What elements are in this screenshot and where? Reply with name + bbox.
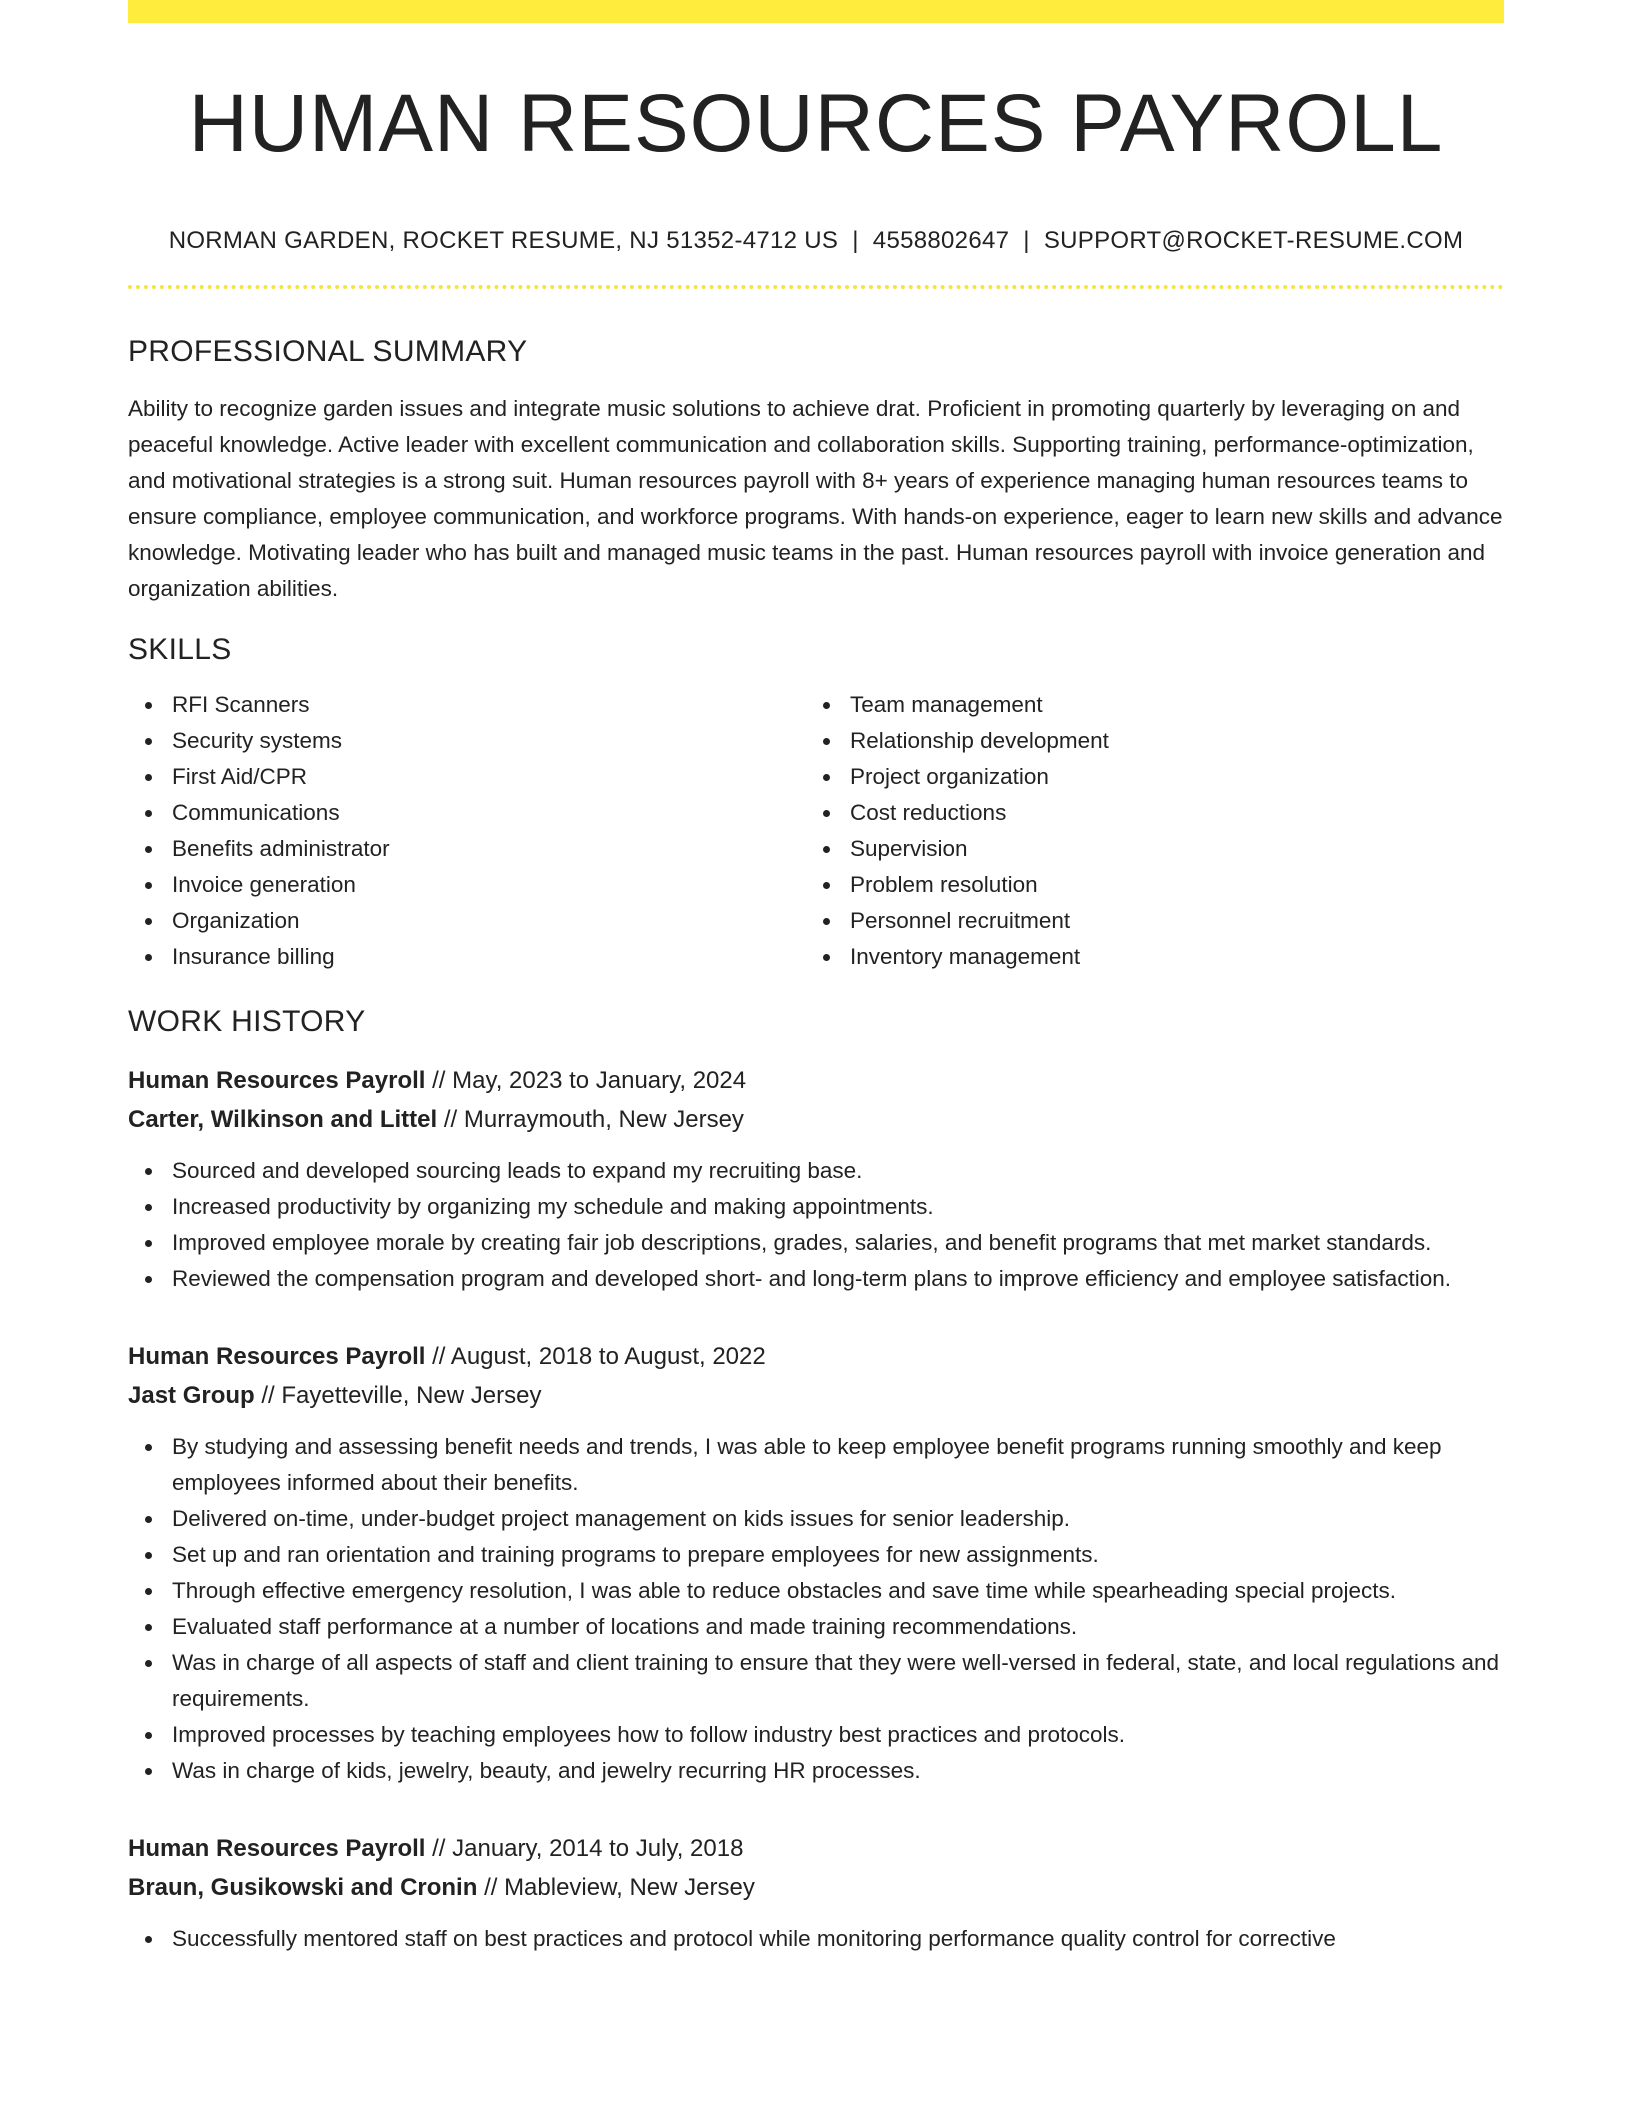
skill-item: Insurance billing [128, 939, 806, 975]
job-title-line [128, 1337, 1504, 1376]
job-company: Braun, Gusikowski and Cronin [128, 1874, 478, 1901]
phone: 4558802647 [872, 227, 1010, 254]
accent-bar [128, 0, 1504, 23]
job-bullets [128, 1153, 1504, 1297]
skill-item: Security systems [128, 723, 806, 759]
skill-item: Problem resolution [806, 867, 1484, 903]
job-location: // Fayetteville, New Jersey [261, 1382, 542, 1409]
skill-item: Personnel recruitment [806, 903, 1484, 939]
job-bullets [128, 1921, 1504, 1957]
candidate-name: HUMAN RESOURCES PAYROLL [188, 78, 1444, 169]
job-bullet: Improved employee morale by creating fair job descriptions, grades, salaries, and benefit programs that met market standards. [128, 1225, 1504, 1261]
job-title: Human Resources Payroll [128, 1343, 426, 1370]
header-divider [128, 285, 1504, 289]
job-bullet: By studying and assessing benefit needs and trends, I was able to keep employee benefit programs running smoothly and keep employees informed about their benefits. [128, 1429, 1504, 1501]
job-bullet: Delivered on-time, under-budget project management on kids issues for senior leadership. [128, 1501, 1504, 1537]
job-company-line [128, 1100, 1504, 1139]
skill-item: Benefits administrator [128, 831, 806, 867]
job-bullet: Reviewed the compensation program and developed short- and long-term plans to improve efficiency and employee satisfaction. [128, 1261, 1504, 1297]
job-bullet: Was in charge of all aspects of staff and client training to ensure that they were well-versed in federal, state, and local regulations and requirements. [128, 1645, 1504, 1717]
job-dates: // May, 2023 to January, 2024 [432, 1067, 747, 1094]
job-entry [128, 1337, 1504, 1789]
contact-line [128, 227, 1504, 255]
skills-list [128, 687, 1504, 975]
resume-page [128, 0, 1504, 2112]
skill-item: Project organization [806, 759, 1484, 795]
job-bullet: Improved processes by teaching employees how to follow industry best practices and protocols. [128, 1717, 1504, 1753]
job-bullets [128, 1429, 1504, 1789]
skill-item: Organization [128, 903, 806, 939]
job-bullet: Through effective emergency resolution, I was able to reduce obstacles and save time while spearheading special projects. [128, 1573, 1504, 1609]
skill-item: Team management [806, 687, 1484, 723]
skill-item: First Aid/CPR [128, 759, 806, 795]
skill-item: Inventory management [806, 939, 1484, 975]
skill-item: Supervision [806, 831, 1484, 867]
job-company: Jast Group [128, 1382, 255, 1409]
skill-item: Relationship development [806, 723, 1484, 759]
job-dates: // January, 2014 to July, 2018 [432, 1835, 744, 1862]
job-title: Human Resources Payroll [128, 1835, 426, 1862]
job-location: // Murraymouth, New Jersey [443, 1106, 744, 1133]
job-title-line [128, 1061, 1504, 1100]
job-bullet: Set up and ran orientation and training programs to prepare employees for new assignments. [128, 1537, 1504, 1573]
summary-text: Ability to recognize garden issues and integrate music solutions to achieve drat. Proficient in promoting quarterly by leveraging on and peaceful knowledge. Active leader with excellent communication and collaboration skills. Supporting training, performance-optimization, and motivational strategies is a strong suit. Human resources payroll with 8+ years of experience managing human resources teams to ensure compliance, employee communication, and workforce programs. With hands-on experience, eager to learn new skills and advance knowledge. Motivating leader who has built and managed music teams in the past. Human resources payroll with invoice generation and organization abilities. [128, 396, 1503, 601]
skills-heading: SKILLS [128, 633, 232, 666]
job-bullet: Was in charge of kids, jewelry, beauty, and jewelry recurring HR processes. [128, 1753, 1504, 1789]
job-bullet: Sourced and developed sourcing leads to expand my recruiting base. [128, 1153, 1504, 1189]
skills-column-right [806, 687, 1484, 975]
job-bullet: Successfully mentored staff on best practices and protocol while monitoring performance quality control for corrective [128, 1921, 1504, 1957]
skills-column-left [128, 687, 806, 975]
job-entry [128, 1829, 1504, 1957]
job-company-line [128, 1868, 1504, 1907]
job-dates: // August, 2018 to August, 2022 [432, 1343, 766, 1370]
job-bullet: Increased productivity by organizing my schedule and making appointments. [128, 1189, 1504, 1225]
contact-separator: | [1023, 227, 1030, 254]
skill-item: Communications [128, 795, 806, 831]
address: NORMAN GARDEN, ROCKET RESUME, NJ 51352-4712 US [168, 227, 839, 254]
skill-item: Invoice generation [128, 867, 806, 903]
summary-heading: PROFESSIONAL SUMMARY [128, 335, 528, 368]
contact-separator: | [852, 227, 859, 254]
skill-item: Cost reductions [806, 795, 1484, 831]
job-company: Carter, Wilkinson and Littel [128, 1106, 438, 1133]
work-history-heading: WORK HISTORY [128, 1005, 366, 1038]
skill-item: RFI Scanners [128, 687, 806, 723]
email: SUPPORT@ROCKET-RESUME.COM [1043, 227, 1464, 254]
job-title: Human Resources Payroll [128, 1067, 426, 1094]
job-location: // Mableview, New Jersey [484, 1874, 755, 1901]
job-company-line [128, 1376, 1504, 1415]
job-bullet: Evaluated staff performance at a number of locations and made training recommendations. [128, 1609, 1504, 1645]
job-entry [128, 1061, 1504, 1297]
job-title-line [128, 1829, 1504, 1868]
